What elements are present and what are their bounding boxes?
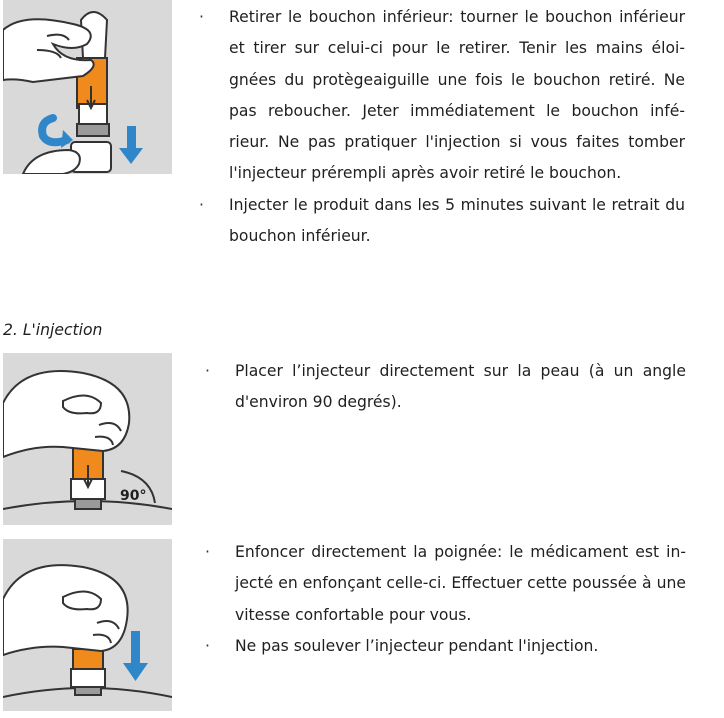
- injector-base: [77, 124, 109, 136]
- step3-bullet-do-not-lift: · Ne pas soulever l’injecteur pendant l'injection.: [205, 631, 686, 662]
- step2-instructions: [205, 356, 686, 419]
- injector-base: [75, 499, 101, 509]
- step1-bullet-inject-within: · Injecter le produit dans les 5 minutes suivant le retrait du bouchon inférieur.: [199, 190, 685, 253]
- push-handle-illustration: [3, 539, 172, 711]
- step1-instructions: [199, 2, 685, 252]
- step2-bullet-place-injector: · Placer l’injecteur directement sur la peau (à un angle d'environ 90 degrés).: [205, 356, 686, 419]
- section-heading-injection: 2. L'injection: [3, 321, 103, 339]
- place-injector-illustration: [3, 353, 172, 525]
- needle-guard: [71, 669, 105, 687]
- remove-cap-illustration: [3, 0, 172, 174]
- figure-remove-cap: [3, 0, 172, 174]
- injector-base: [75, 687, 101, 695]
- thumb: [63, 395, 101, 413]
- figure-push-handle: [3, 539, 172, 711]
- needle-guard: [79, 104, 107, 126]
- gripping-hand: [3, 371, 129, 457]
- step3-bullet-push-handle: · Enfoncer directement la poignée: le médicament est in-jecté en enfonçant celle-ci. Effectuer cette poussée à une vitesse confortable pour vous.: [205, 537, 686, 631]
- gripping-hand: [3, 565, 128, 655]
- figure-place-injector: [3, 353, 172, 525]
- step3-instructions: [205, 537, 686, 662]
- push-down-arrow-icon: [131, 631, 140, 665]
- step1-bullet-remove-cap: · Retirer le bouchon inférieur: tourner le bouchon inférieur et tirer sur celui-ci pour le retirer. Tenir les mains éloi-gnées du protègeaiguille une fois le bouchon retiré. Ne pas reboucher. Jeter immédiatement le bouchon infé-rieur. Ne pas pratiquer l'injection si vous faites tomber l'injecteur prérempli après avoir retiré le bouchon.: [199, 2, 685, 190]
- lower-hand: [23, 150, 80, 174]
- pull-down-arrow-icon: [127, 126, 136, 150]
- angle-label: 90°: [120, 488, 147, 504]
- thumb: [63, 591, 101, 609]
